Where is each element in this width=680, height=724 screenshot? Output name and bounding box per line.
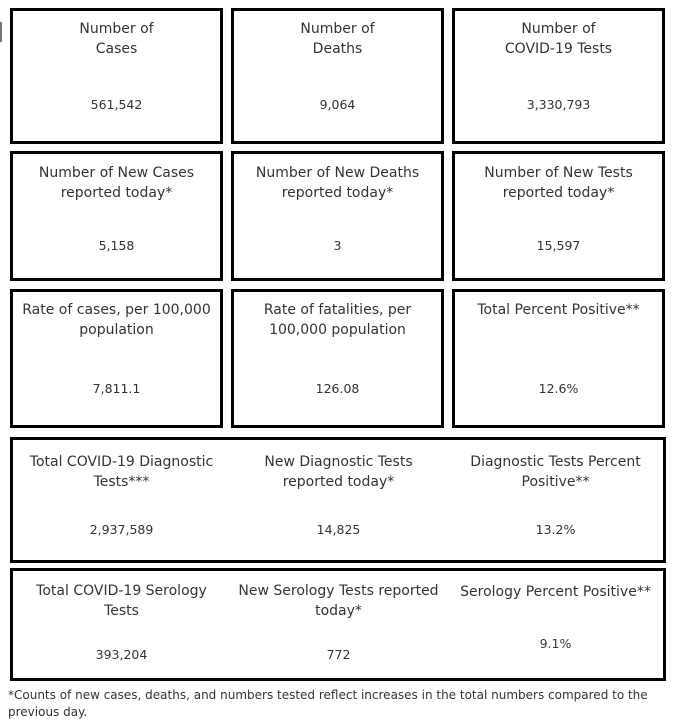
card-label: Diagnostic Tests Percent Positive** (470, 454, 641, 490)
card-value: 14,825 (316, 522, 361, 537)
card-label: Number of New Tests reported today* (484, 165, 633, 201)
card-total-percent-positive (452, 289, 665, 428)
card-fatality-rate (231, 289, 444, 428)
serology-percent-positive (447, 571, 664, 678)
card-label: New Serology Tests reported today* (238, 583, 439, 619)
card-value: 5,158 (98, 238, 135, 253)
card-new-tests-today (452, 151, 665, 281)
card-value: 7,811.1 (92, 381, 141, 396)
card-value: 15,597 (536, 238, 581, 253)
card-label: Number of Cases (79, 21, 154, 57)
card-value: 9.1% (539, 636, 572, 651)
total-diagnostic-tests (13, 440, 230, 560)
card-label: Rate of cases, per 100,000 population (22, 302, 211, 338)
card-label: Number of New Cases reported today* (38, 165, 195, 201)
card-number-of-deaths (231, 8, 444, 144)
new-diagnostic-tests (230, 440, 447, 560)
card-value: 393,204 (95, 647, 148, 662)
card-label: Total Percent Positive** (477, 302, 640, 318)
card-value: 126.08 (315, 381, 360, 396)
card-value: 13.2% (535, 522, 576, 537)
card-number-of-tests (452, 8, 665, 144)
new-serology-tests (230, 571, 447, 678)
card-label: Rate of fatalities, per 100,000 population (263, 302, 412, 338)
diagnostic-percent-positive (447, 440, 664, 560)
card-new-cases-today (10, 151, 223, 281)
card-label: Number of COVID-19 Tests (504, 21, 613, 57)
footnote: *Counts of new cases, deaths, and numbers tested reflect increases in the total numbers compared to the previous day. (8, 688, 648, 719)
left-edge-marker (0, 22, 2, 42)
card-label: Serology Percent Positive** (460, 584, 651, 600)
card-new-deaths-today (231, 151, 444, 281)
total-serology-tests (13, 571, 230, 678)
card-value: 3 (333, 238, 342, 253)
serology-tests-panel (10, 568, 666, 681)
card-value: 9,064 (319, 97, 356, 112)
card-label: Number of New Deaths reported today* (255, 165, 420, 201)
card-value: 3,330,793 (526, 97, 591, 112)
card-case-rate (10, 289, 223, 428)
card-value: 772 (326, 647, 351, 662)
card-label: New Diagnostic Tests reported today* (264, 454, 413, 490)
card-value: 12.6% (538, 381, 579, 396)
card-number-of-cases (10, 8, 223, 144)
diagnostic-tests-panel (10, 437, 666, 563)
card-label: Total COVID-19 Diagnostic Tests*** (29, 454, 214, 490)
card-value: 2,937,589 (89, 522, 154, 537)
card-label: Total COVID-19 Serology Tests (36, 583, 207, 619)
card-value: 561,542 (90, 97, 143, 112)
card-label: Number of Deaths (300, 21, 375, 57)
